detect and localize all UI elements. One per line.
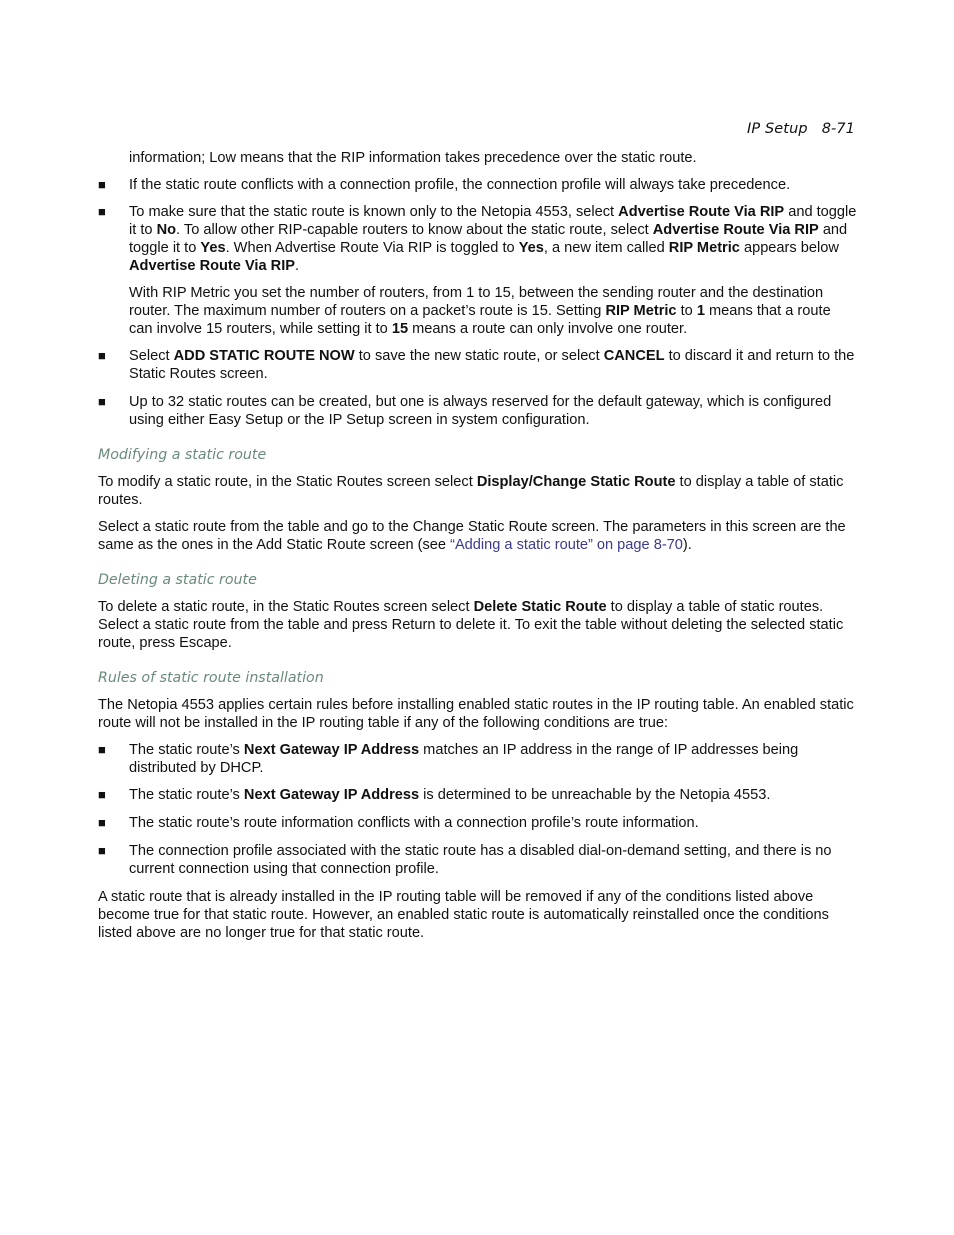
bullet-marker: ■	[98, 815, 106, 830]
list-item	[98, 347, 858, 383]
bullet-marker: ■	[98, 204, 106, 219]
header-section-title: IP Setup	[747, 121, 808, 137]
list-item	[98, 176, 858, 194]
modifying-paragraph-1: To modify a static route, in the Static Routes screen select Display/Change Static Route to display a table of static routes.	[98, 474, 844, 508]
page-body	[98, 149, 858, 942]
modifying-paragraph-2: Select a static route from the table and go to the Change Static Route screen. The parameters in this screen are the same as the ones in the Add Static Route screen (see “Adding a static route” on page 8-70).	[98, 519, 846, 553]
list-item	[98, 741, 858, 777]
deleting-paragraph: To delete a static route, in the Static Routes screen select Delete Static Route to display a table of static routes. Select a static route from the table and press Return to delete it. To exit the table without deleting the selected static route, press Escape.	[98, 599, 844, 651]
list-item-text: The static route’s route information conflicts with a connection profile’s route information.	[129, 815, 699, 831]
header-page-number: 8-71	[821, 121, 855, 137]
list-item	[98, 786, 858, 804]
list-item-text: The static route’s Next Gateway IP Address matches an IP address in the range of IP addresses being distributed by DHCP.	[129, 742, 799, 776]
section-heading-modifying: Modifying a static route	[98, 447, 267, 463]
list-item-text: The connection profile associated with the static route has a disabled dial-on-demand setting, and there is no current connection using that connection profile.	[129, 843, 832, 877]
bullet-marker: ■	[98, 787, 106, 802]
section-heading-rules: Rules of static route installation	[98, 670, 324, 686]
list-item	[98, 203, 858, 275]
bullet-marker: ■	[98, 394, 106, 409]
list-item	[98, 814, 858, 832]
section-heading-deleting: Deleting a static route	[98, 572, 257, 588]
list-item-text: The static route’s Next Gateway IP Address is determined to be unreachable by the Netopia 4553.	[129, 787, 771, 803]
bullet-marker: ■	[98, 348, 106, 363]
bullet-marker: ■	[98, 843, 106, 858]
list-item-text: If the static route conflicts with a connection profile, the connection profile will always take precedence.	[129, 177, 791, 193]
bullet-marker: ■	[98, 742, 106, 757]
list-item-text: Select ADD STATIC ROUTE NOW to save the new static route, or select CANCEL to discard it and return to the Static Routes screen.	[129, 348, 855, 382]
bullet-marker: ■	[98, 177, 106, 192]
rip-metric-paragraph: With RIP Metric you set the number of routers, from 1 to 15, between the sending router and the destination router. The maximum number of routers on a packet’s route is 15. Setting RIP Metric to 1 means that a route can involve 15 routers, while setting it to 15 means a route can only involve one router.	[129, 285, 831, 337]
list-item	[98, 842, 858, 878]
rules-intro-paragraph: The Netopia 4553 applies certain rules before installing enabled static routes in the IP routing table. An enabled static route will not be installed in the IP routing table if any of the following conditions are true:	[98, 697, 854, 731]
list-item	[98, 393, 858, 429]
continued-paragraph: information; Low means that the RIP information takes precedence over the static route.	[129, 150, 697, 166]
list-item-text: Up to 32 static routes can be created, but one is always reserved for the default gateway, which is configured using either Easy Setup or the IP Setup screen in system configuration.	[129, 394, 832, 428]
cross-reference-link[interactable]: “Adding a static route” on page 8-70	[450, 537, 683, 553]
list-item-text: To make sure that the static route is known only to the Netopia 4553, select Advertise Route Via RIP and toggle it to No. To allow other RIP-capable routers to know about the static route, select Advertise Route Via RIP and toggle it to Yes. When Advertise Route Via RIP is toggled to Yes, a new item called RIP Metric appears below Advertise Route Via RIP.	[129, 204, 857, 274]
running-header	[747, 120, 855, 138]
rules-closing-paragraph: A static route that is already installed in the IP routing table will be removed if any of the conditions listed above become true for that static route. However, an enabled static route is automatically reinstalled once the conditions listed above are no longer true for that static route.	[98, 889, 829, 941]
